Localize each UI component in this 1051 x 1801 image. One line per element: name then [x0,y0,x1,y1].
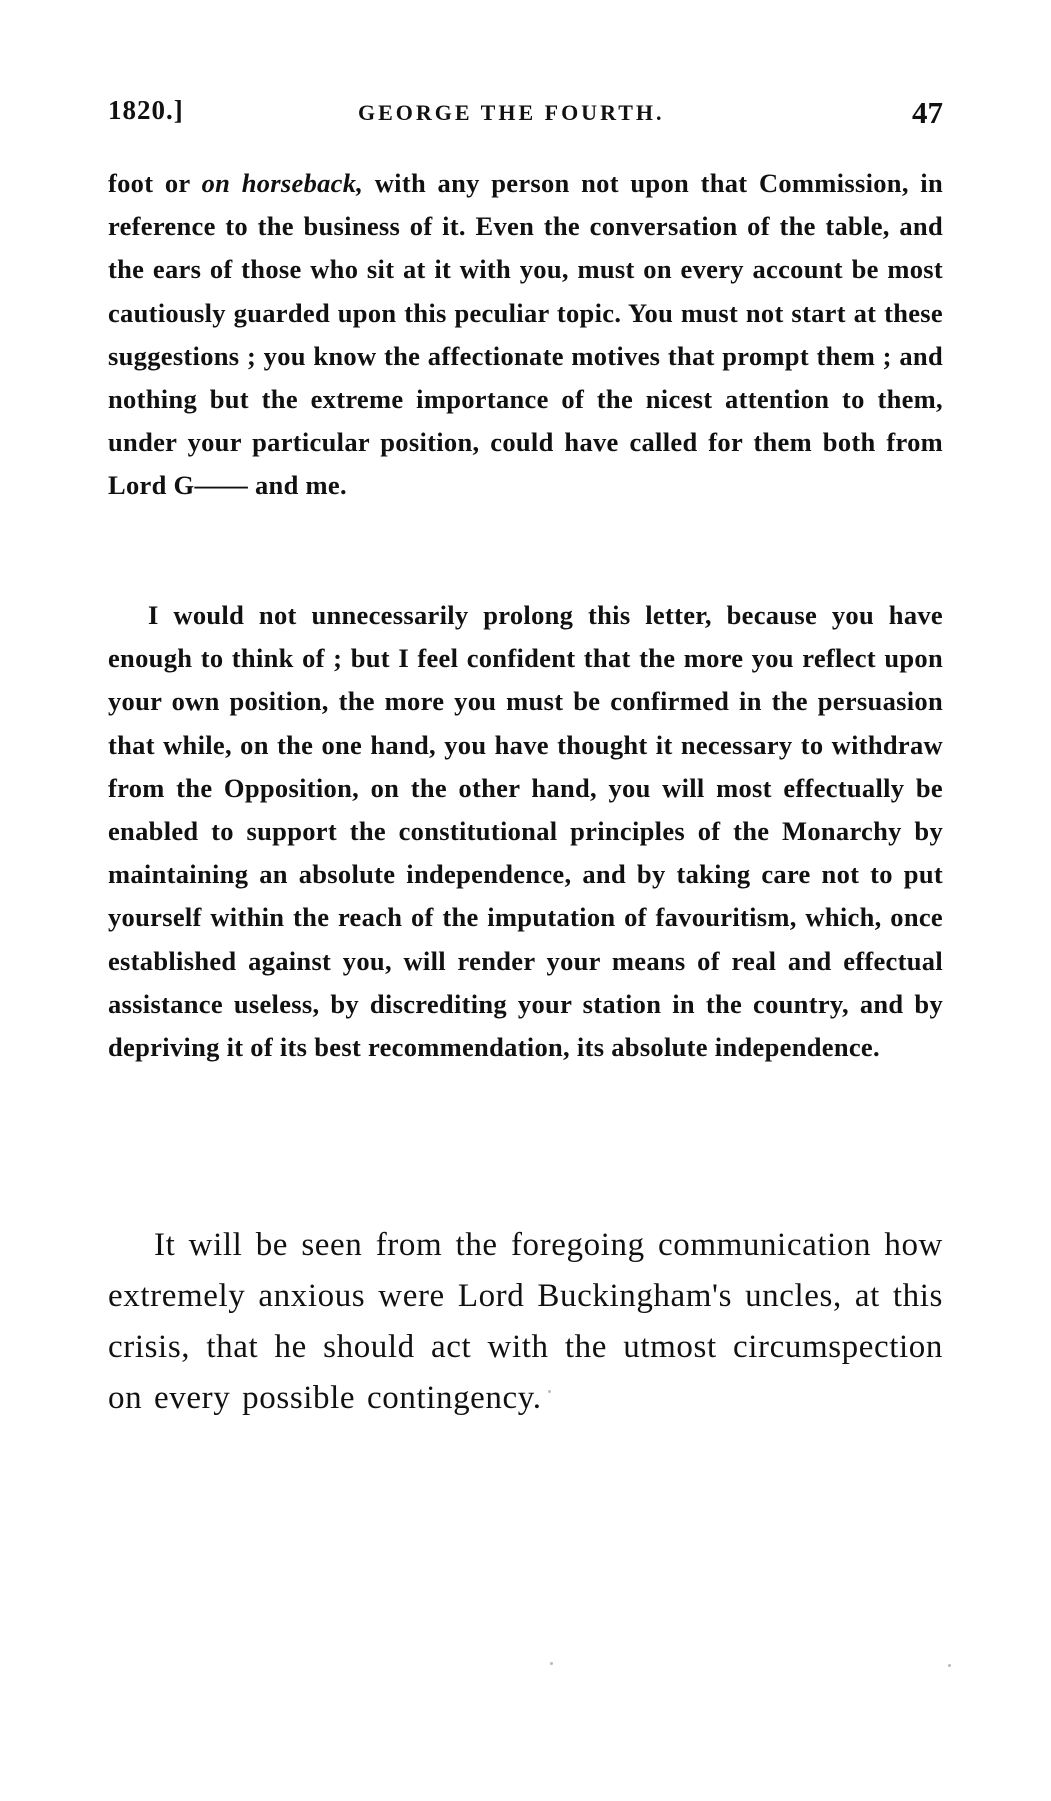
letter-text-start: foot or [108,168,202,198]
page-number: 47 [912,95,943,130]
running-header [108,95,943,135]
letter-paragraph-1 [108,162,943,508]
letter-text-rest: with any person not upon that Commission, in reference to the business of it. Even the conversation of the table, and the ears of those who sit at it with you, must on every account be most cautiously guarded upon this peculiar topic. You must not start at these suggestions ; you know the affectionate motives that prompt them ; and nothing but the extreme importance of the nicest attention to them, under your particular position, could have called for them both from Lord G—— and me. [108,168,943,501]
header-title: GEORGE THE FOURTH. [358,100,665,125]
scan-speck [548,1390,551,1393]
letter-paragraph-2: I would not unnecessarily prolong this letter, because you have enough to think of ; but I feel confident that the more you reflect upon your own position, the more you must be confirmed in the persuasion that while, on the one hand, you have thought it necessary to withdraw from the Opposition, on the other hand, you will most effectually be enabled to support the constitutional principles of the Monarchy by maintaining an absolute independence, and by taking care not to put yourself within the reach of the imputation of favouritism, which, once established against you, will render your means of real and effectual assistance useless, by discrediting your station in the country, and by depriving it of its best recommendation, its absolute independence. [108,600,943,1063]
letter-italic-phrase: on horseback, [201,168,364,198]
scan-speck [550,1662,553,1665]
header-year: 1820.] [108,95,184,125]
narrative-paragraph: It will be seen from the foregoing communication how extremely anxious were Lord Buckingham's uncles, at this crisis, that he should act with the utmost circumspection on every possible contingency. [108,1227,943,1416]
scan-speck [948,1664,951,1667]
